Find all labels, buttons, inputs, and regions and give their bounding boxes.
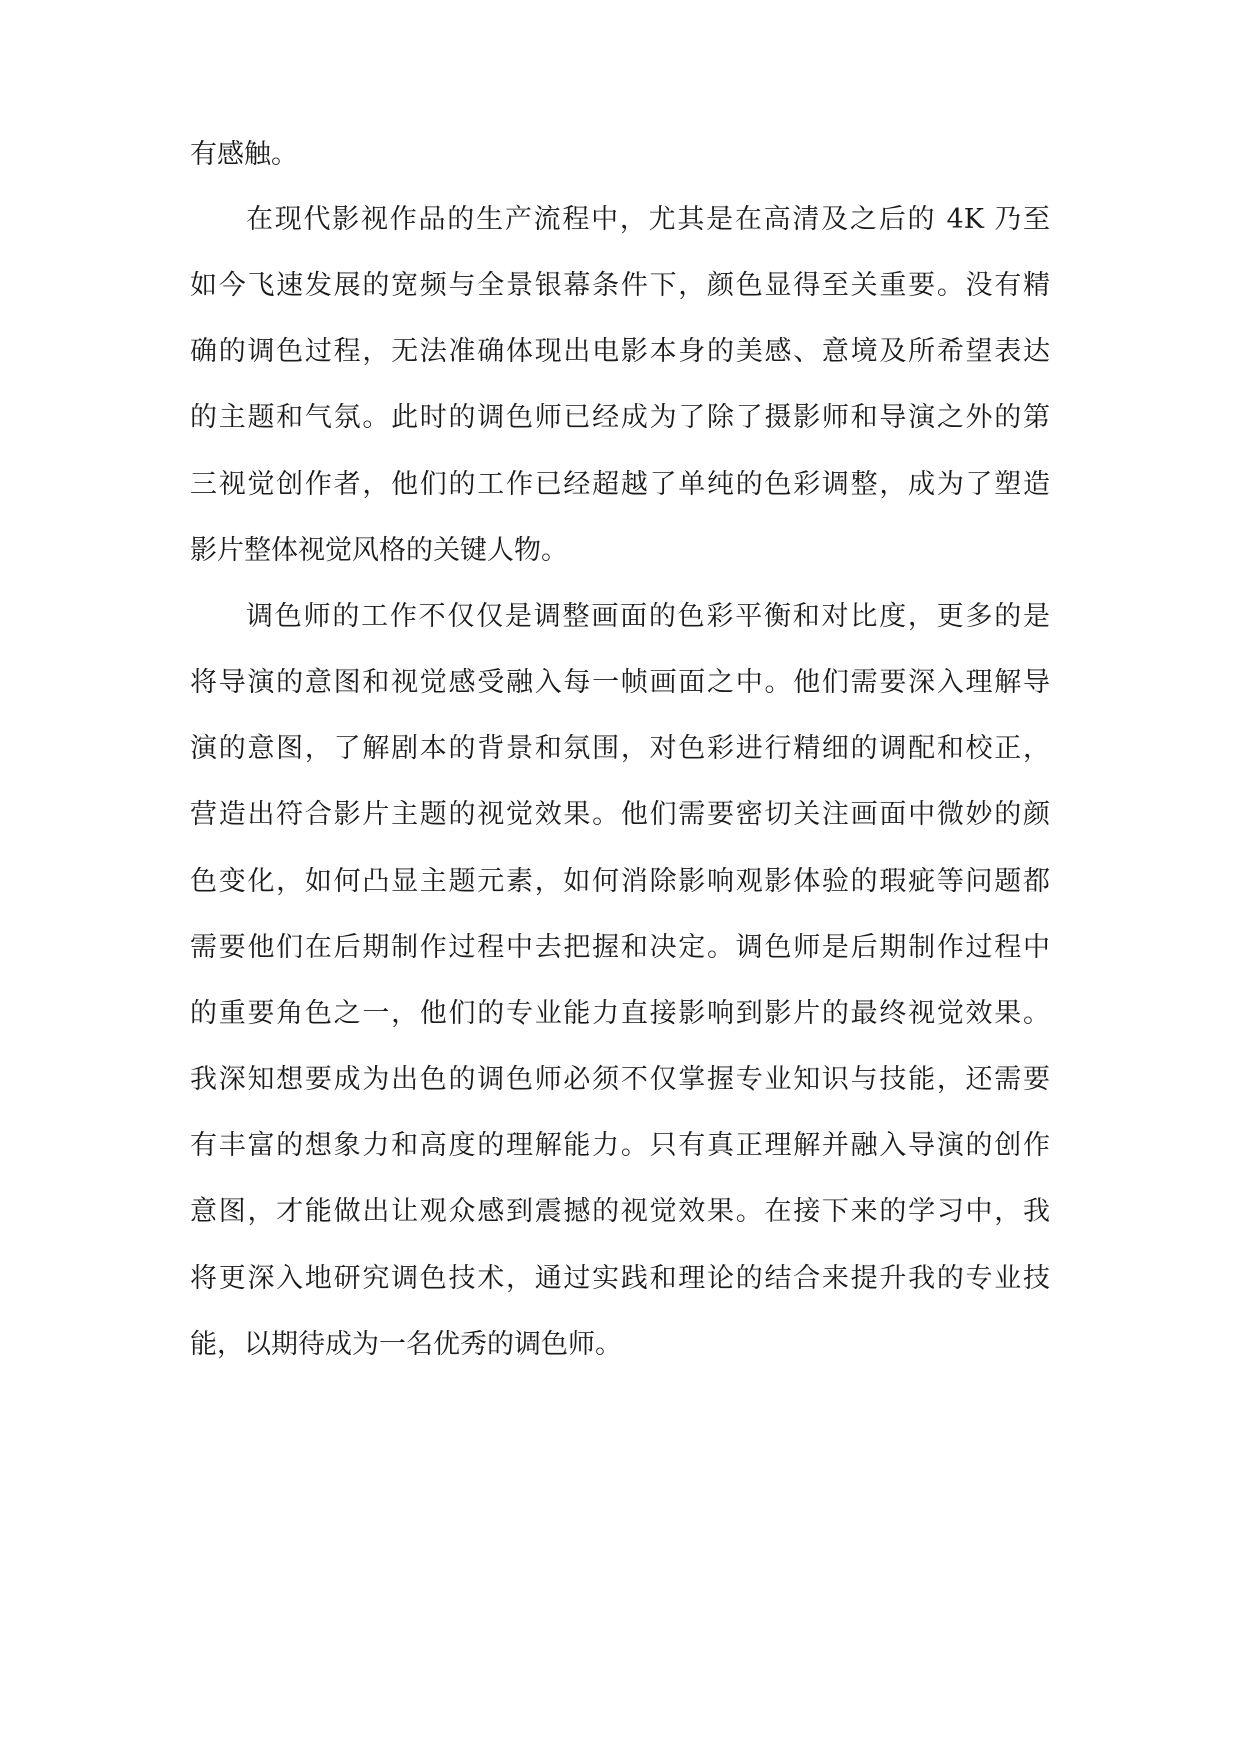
paragraph-line: 有感触。 — [190, 139, 298, 170]
paragraph-line: 确的调色过程，无法准确体现出电影本身的美感、意境及所希望表达 — [190, 336, 1050, 367]
paragraph-line: 需要他们在后期制作过程中去把握和决定。调色师是后期制作过程中 — [190, 932, 1050, 963]
paragraph-line: 意图，才能做出让观众感到震撼的视觉效果。在接下来的学习中，我 — [190, 1196, 1050, 1227]
paragraph-line: 影片整体视觉风格的关键人物。 — [190, 535, 568, 566]
paragraph-line: 色变化，如何凸显主题元素，如何消除影响观影体验的瑕疵等问题都 — [190, 866, 1050, 897]
paragraph-line: 如今飞速发展的宽频与全景银幕条件下，颜色显得至关重要。没有精 — [190, 270, 1050, 301]
paragraph-line: 演的意图，了解剧本的背景和氛围，对色彩进行精细的调配和校正， — [190, 733, 1050, 764]
paragraph-line: 有丰富的想象力和高度的理解能力。只有真正理解并融入导演的创作 — [190, 1130, 1050, 1161]
paragraph-line: 三视觉创作者，他们的工作已经超越了单纯的色彩调整，成为了塑造 — [190, 469, 1050, 500]
paragraph-line: 能，以期待成为一名优秀的调色师。 — [190, 1329, 622, 1360]
paragraph-line: 营造出符合影片主题的视觉效果。他们需要密切关注画面中微妙的颜 — [190, 799, 1050, 830]
paragraph-line: 将更深入地研究调色技术，通过实践和理论的结合来提升我的专业技 — [190, 1263, 1050, 1294]
paragraph-line: 将导演的意图和视觉感受融入每一帧画面之中。他们需要深入理解导 — [190, 667, 1050, 698]
paragraph-line: 的重要角色之一，他们的专业能力直接影响到影片的最终视觉效果。 — [190, 998, 1050, 1029]
paragraph-line: 的主题和气氛。此时的调色师已经成为了除了摄影师和导演之外的第 — [190, 402, 1050, 433]
paragraph-line: 在现代影视作品的生产流程中，尤其是在高清及之后的 4K 乃至 — [246, 204, 1050, 235]
paragraph-line: 调色师的工作不仅仅是调整画面的色彩平衡和对比度，更多的是 — [246, 601, 1050, 632]
paragraph-line: 我深知想要成为出色的调色师必须不仅掌握专业知识与技能，还需要 — [190, 1064, 1050, 1095]
